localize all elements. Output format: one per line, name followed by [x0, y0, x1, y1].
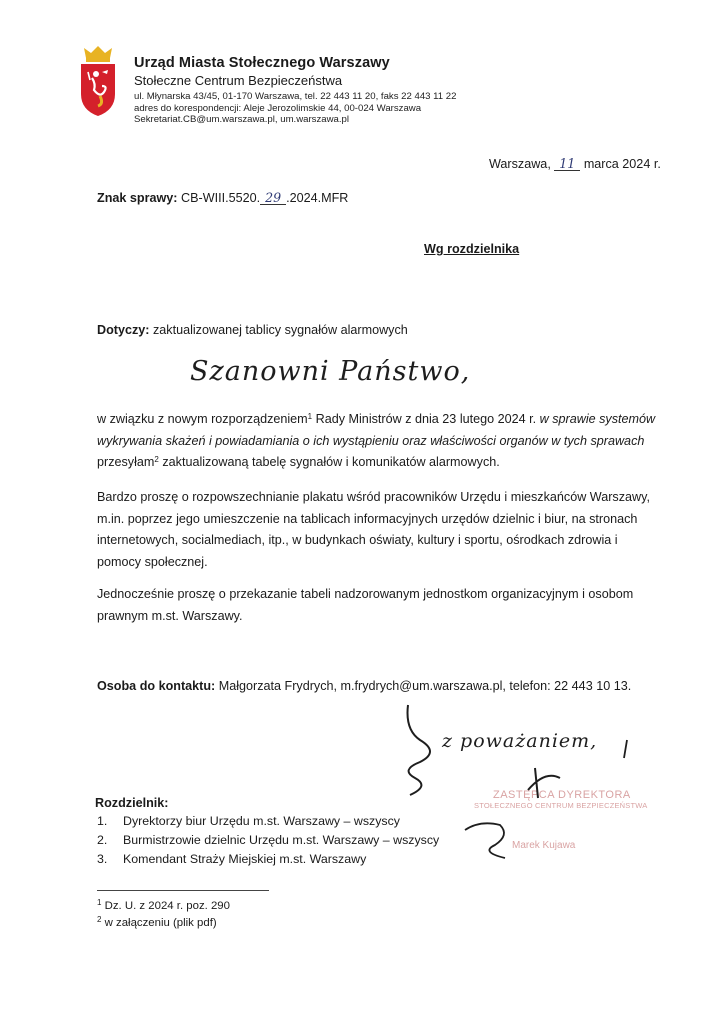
- address-line: ul. Młynarska 43/45, 01-170 Warszawa, tel. 22 443 11 20, faks 22 443 11 22: [134, 91, 457, 102]
- p1-text: zaktualizowaną tabelę sygnałów i komunikatów alarmowych.: [158, 455, 500, 469]
- distribution-list: [97, 812, 439, 869]
- list-item: [97, 831, 439, 850]
- contact-label: Osoba do kontaktu:: [97, 679, 216, 693]
- contact-person: [97, 679, 631, 693]
- subject-label: Dotyczy:: [97, 323, 150, 337]
- case-suffix: .2024.MFR: [286, 191, 349, 205]
- list-item: [97, 850, 439, 869]
- address-line: Sekretariat.CB@um.warszawa.pl, um.warszawa.pl: [134, 114, 350, 125]
- subject-text: zaktualizowanej tablicy sygnałów alarmowych: [152, 323, 408, 337]
- body-paragraph-1: [97, 409, 657, 474]
- p1-text: w związku z nowym rozporządzeniem: [97, 412, 308, 426]
- case-handwritten-number: 29: [260, 192, 286, 205]
- case-prefix: CB-WIII.5520.: [181, 191, 261, 205]
- regulation-title: w sprawie systemów wykrywania skażeń i powiadamiania o ich wystąpieniu oraz właściwości organów w tych sprawach: [97, 412, 656, 448]
- footnote-mark: 1: [307, 412, 313, 421]
- footnote-mark: 1: [97, 898, 102, 907]
- letterhead: [134, 55, 456, 126]
- footnote-mark: 2: [97, 915, 102, 924]
- letter-date: [489, 157, 661, 171]
- org-name: Urząd Miasta Stołecznego Warszawy: [134, 55, 390, 71]
- handwritten-closing: z poważaniem,: [442, 730, 598, 752]
- footnote-separator: [97, 890, 269, 891]
- org-address: [134, 91, 456, 126]
- footnote-text: w załączeniu (plik pdf): [101, 917, 217, 929]
- footnote-mark: 2: [154, 455, 159, 464]
- recipient: Wg rozdzielnika: [424, 242, 520, 256]
- case-label: Znak sprawy:: [97, 191, 178, 205]
- list-item: [97, 812, 439, 831]
- body-paragraph-2: Bardzo proszę o rozpowszechnianie plakatu wśród pracowników Urzędu i mieszkańców Warszawy, m.in. poprzez jego umieszczenie na tablicach informacyjnych urzędów dzielnic i biur, na stronach internetowych, socialmediach, itp., w budynkach oświaty, kultury i sportu, ośrodkach zdrowia i pomocy społecznej.: [97, 490, 650, 569]
- org-unit: Stołeczne Centrum Bezpieczeństwa: [134, 73, 343, 88]
- date-day: 11: [554, 158, 580, 171]
- footnote-text: Dz. U. z 2024 r. poz. 290: [101, 900, 230, 912]
- body-paragraph-3: Jednocześnie proszę o przekazanie tabeli nadzorowanym jednostkom organizacyjnym i osobom prawnym m.st. Warszawy.: [97, 587, 634, 623]
- list-text: Dyrektorzy biur Urzędu m.st. Warszawy – wszyscy: [123, 814, 400, 828]
- p1-text: Rady Ministrów z dnia 23 lutego 2024 r.: [312, 412, 540, 426]
- stamp-name: Marek Kujawa: [512, 840, 576, 851]
- list-text: Burmistrzowie dzielnic Urzędu m.st. Warszawy – wszyscy: [123, 833, 440, 847]
- date-rest: marca 2024 r.: [583, 157, 661, 171]
- footnote-1: [97, 900, 230, 912]
- footnote-2: [97, 917, 217, 929]
- case-number: [97, 191, 348, 205]
- address-line: adres do korespondencji: Aleje Jerozolimskie 44, 00-024 Warszawa: [134, 102, 422, 114]
- p1-text: przesyłam: [97, 455, 155, 469]
- list-number: 2.: [97, 833, 108, 847]
- list-number: 3.: [97, 852, 108, 866]
- stamp-title: ZASTĘPCA DYREKTORA: [493, 789, 631, 801]
- distribution-title: Rozdzielnik:: [95, 796, 169, 810]
- list-text: Komendant Straży Miejskiej m.st. Warszawy: [123, 852, 367, 866]
- warsaw-coat-of-arms-icon: [78, 44, 118, 118]
- handwritten-greeting: Szanowni Państwo,: [190, 356, 471, 387]
- contact-text: Małgorzata Frydrych, m.frydrych@um.warszawa.pl, telefon: 22 443 10 13.: [218, 679, 632, 693]
- date-city: Warszawa,: [489, 157, 551, 171]
- subject: [97, 323, 408, 337]
- list-number: 1.: [97, 814, 108, 828]
- stamp-unit: STOŁECZNEGO CENTRUM BEZPIECZEŃSTWA: [474, 801, 648, 810]
